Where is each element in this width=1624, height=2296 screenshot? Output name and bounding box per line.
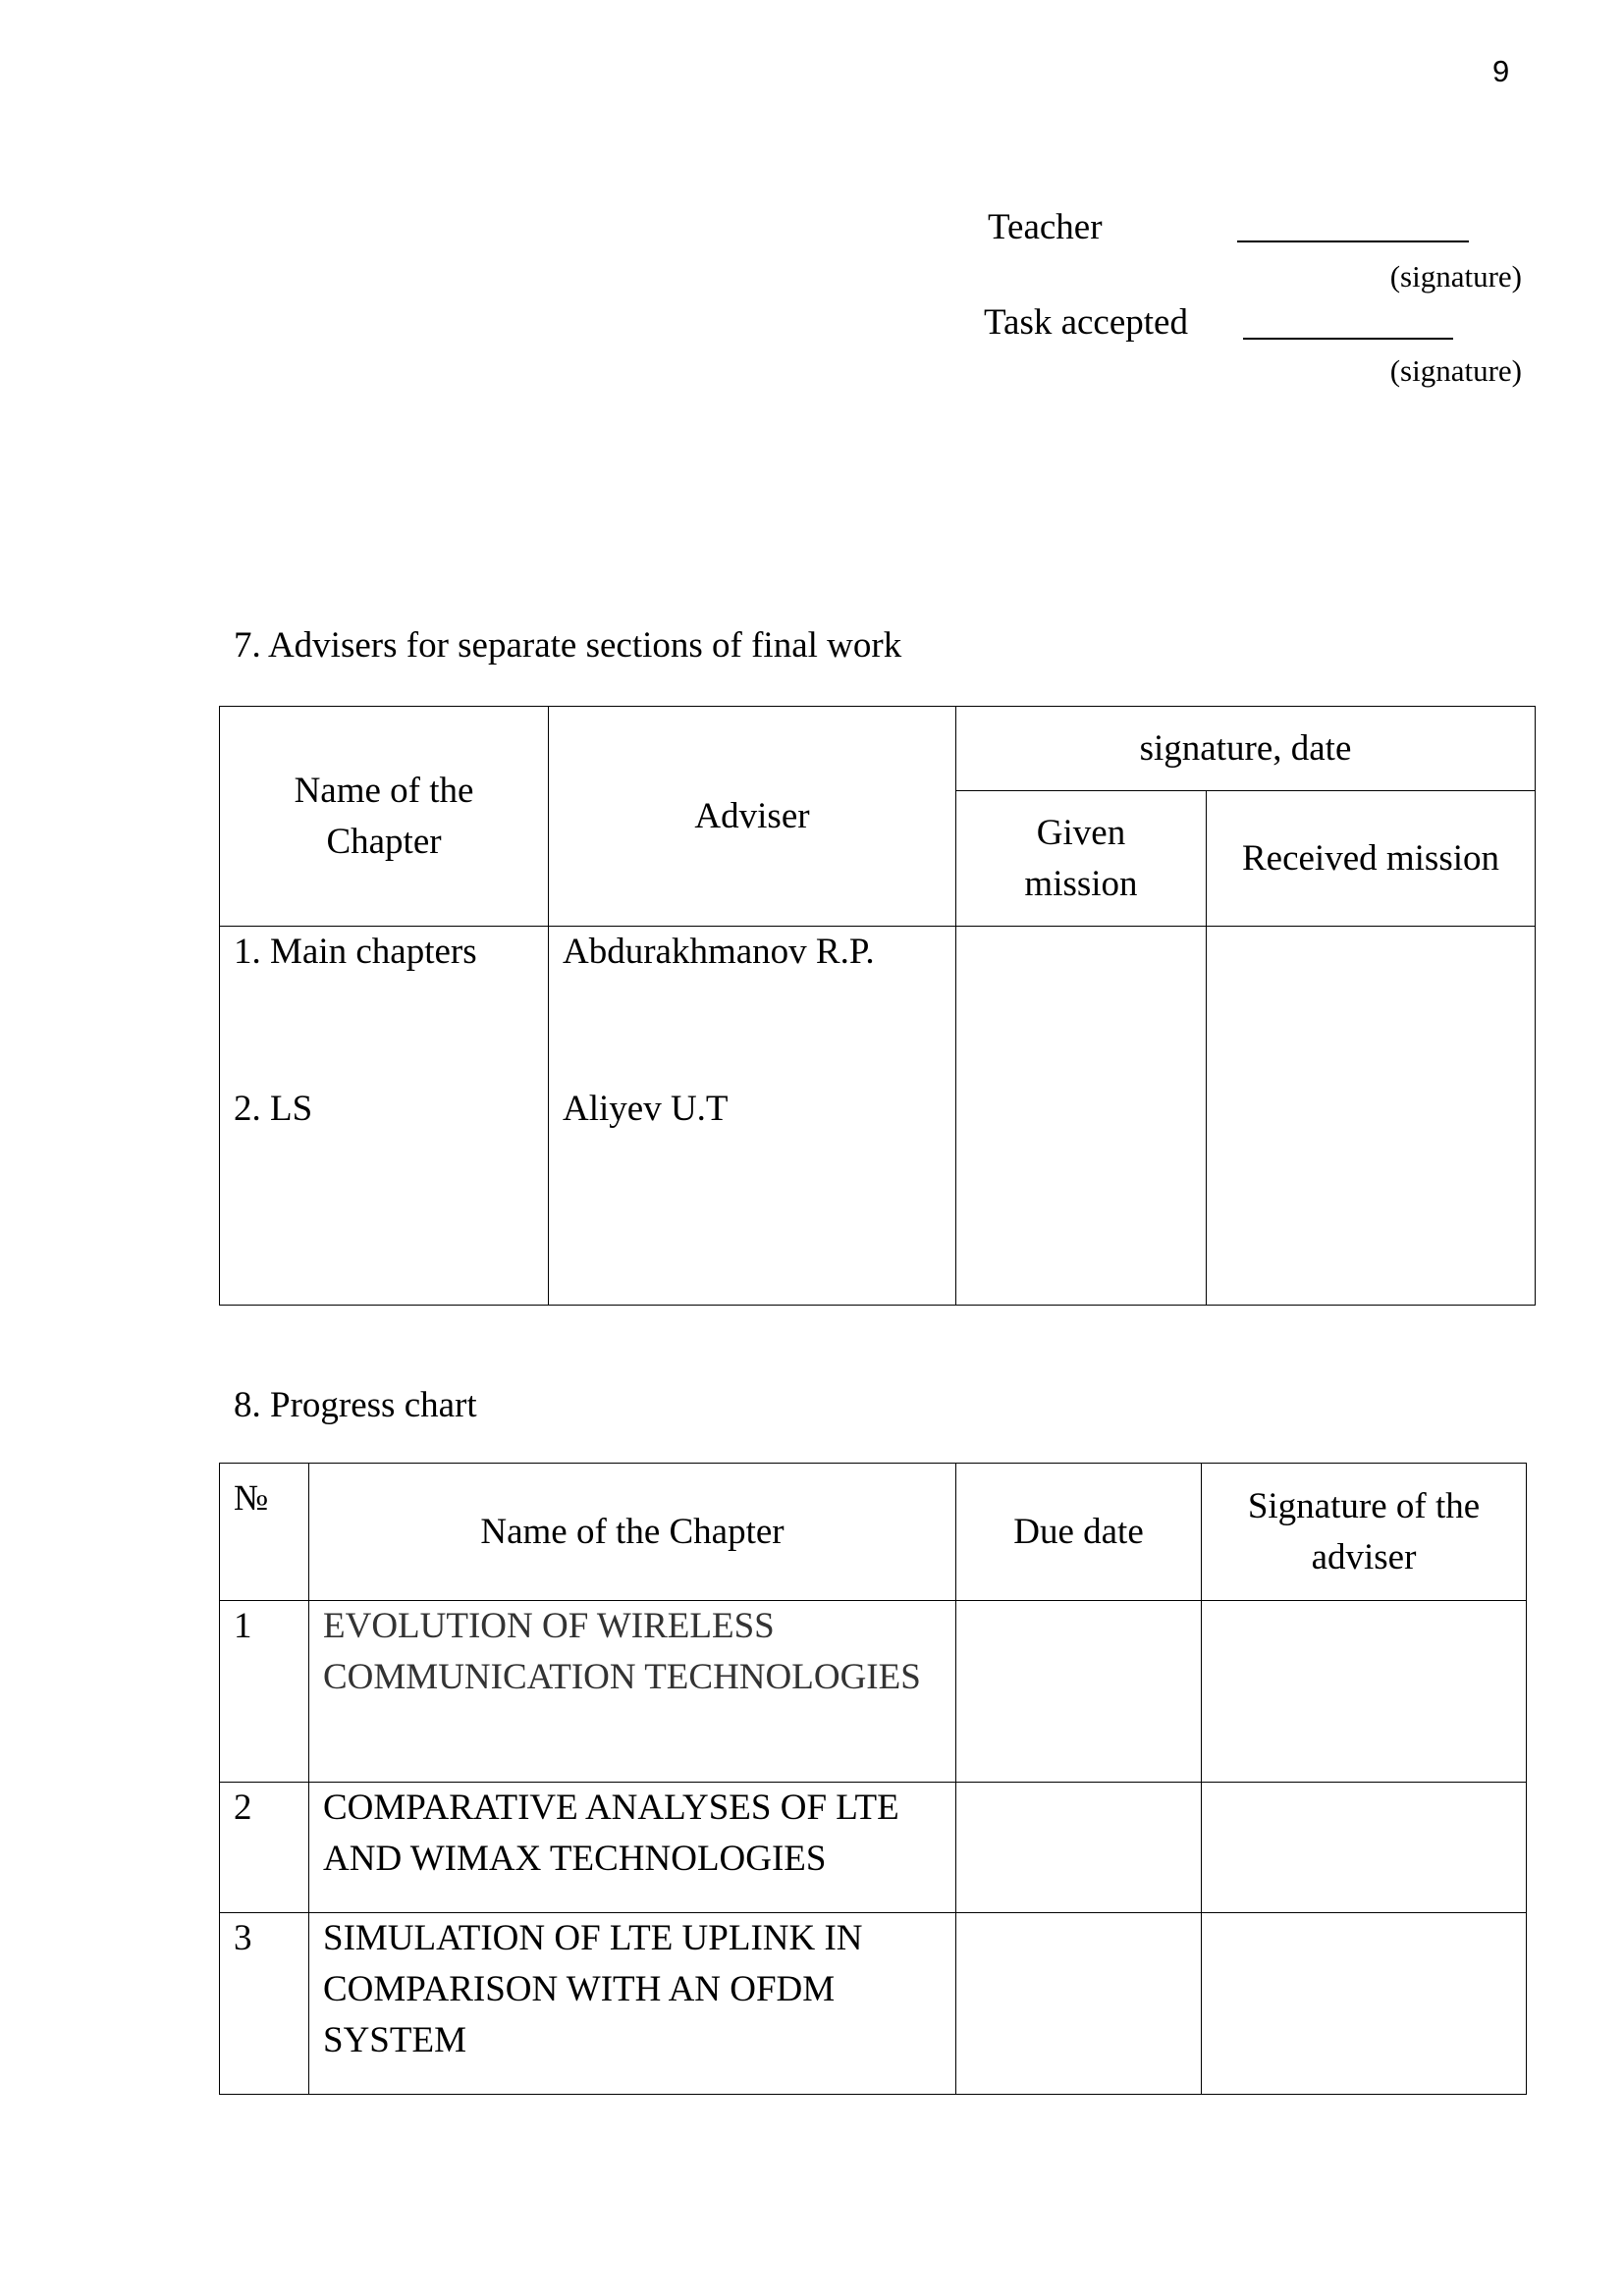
adviser-column-cell bbox=[549, 927, 956, 1306]
table-row bbox=[220, 1913, 1527, 2095]
header-adviser-signature: Signature of the adviser bbox=[1202, 1464, 1527, 1601]
chapter-entry: 2. LS bbox=[234, 1089, 313, 1129]
task-signature-caption: (signature) bbox=[1389, 353, 1522, 388]
row-adviser-signature bbox=[1202, 1913, 1527, 2095]
given-mission-cell bbox=[956, 927, 1207, 1306]
row-number: 3 bbox=[220, 1913, 309, 2095]
row-chapter-name: EVOLUTION OF WIRELESS COMMUNICATION TECHNOLOGIES bbox=[309, 1601, 956, 1783]
header-chapter-name: Name of the Chapter bbox=[309, 1464, 956, 1601]
chapter-entry: 1. Main chapters bbox=[234, 932, 477, 972]
task-signature-line bbox=[1243, 338, 1453, 340]
header-given-mission: Given mission bbox=[956, 791, 1207, 927]
header-signature-date: signature, date bbox=[956, 707, 1536, 791]
row-adviser-signature bbox=[1202, 1601, 1527, 1783]
table-row bbox=[220, 1601, 1527, 1783]
header-number: № bbox=[220, 1464, 309, 1601]
chapter-column-cell bbox=[220, 927, 549, 1306]
table-row bbox=[220, 1783, 1527, 1913]
adviser-entry: Aliyev U.T bbox=[563, 1089, 729, 1129]
received-mission-cell bbox=[1207, 927, 1536, 1306]
teacher-signature-line bbox=[1237, 240, 1469, 242]
advisers-table bbox=[219, 706, 1536, 1306]
row-chapter-name: SIMULATION OF LTE UPLINK IN COMPARISON WITH AN OFDM SYSTEM bbox=[309, 1913, 956, 2095]
row-due-date bbox=[956, 1601, 1202, 1783]
task-accepted-label: Task accepted bbox=[984, 302, 1188, 343]
header-chapter-name: Name of the Chapter bbox=[220, 707, 549, 927]
header-received-mission: Received mission bbox=[1207, 791, 1536, 927]
row-due-date bbox=[956, 1913, 1202, 2095]
row-number: 1 bbox=[220, 1601, 309, 1783]
row-adviser-signature bbox=[1202, 1783, 1527, 1913]
row-due-date bbox=[956, 1783, 1202, 1913]
section-7-title: 7. Advisers for separate sections of final work bbox=[234, 625, 902, 666]
header-due-date: Due date bbox=[956, 1464, 1202, 1601]
teacher-signature-caption: (signature) bbox=[1389, 259, 1522, 294]
teacher-label: Teacher bbox=[988, 207, 1103, 247]
row-number: 2 bbox=[220, 1783, 309, 1913]
section-8-title: 8. Progress chart bbox=[234, 1385, 477, 1425]
page-number: 9 bbox=[1492, 54, 1510, 88]
adviser-entry: Abdurakhmanov R.P. bbox=[563, 932, 875, 972]
progress-chart-table bbox=[219, 1463, 1527, 2095]
row-chapter-name: COMPARATIVE ANALYSES OF LTE AND WIMAX TECHNOLOGIES bbox=[309, 1783, 956, 1913]
header-adviser: Adviser bbox=[549, 707, 956, 927]
